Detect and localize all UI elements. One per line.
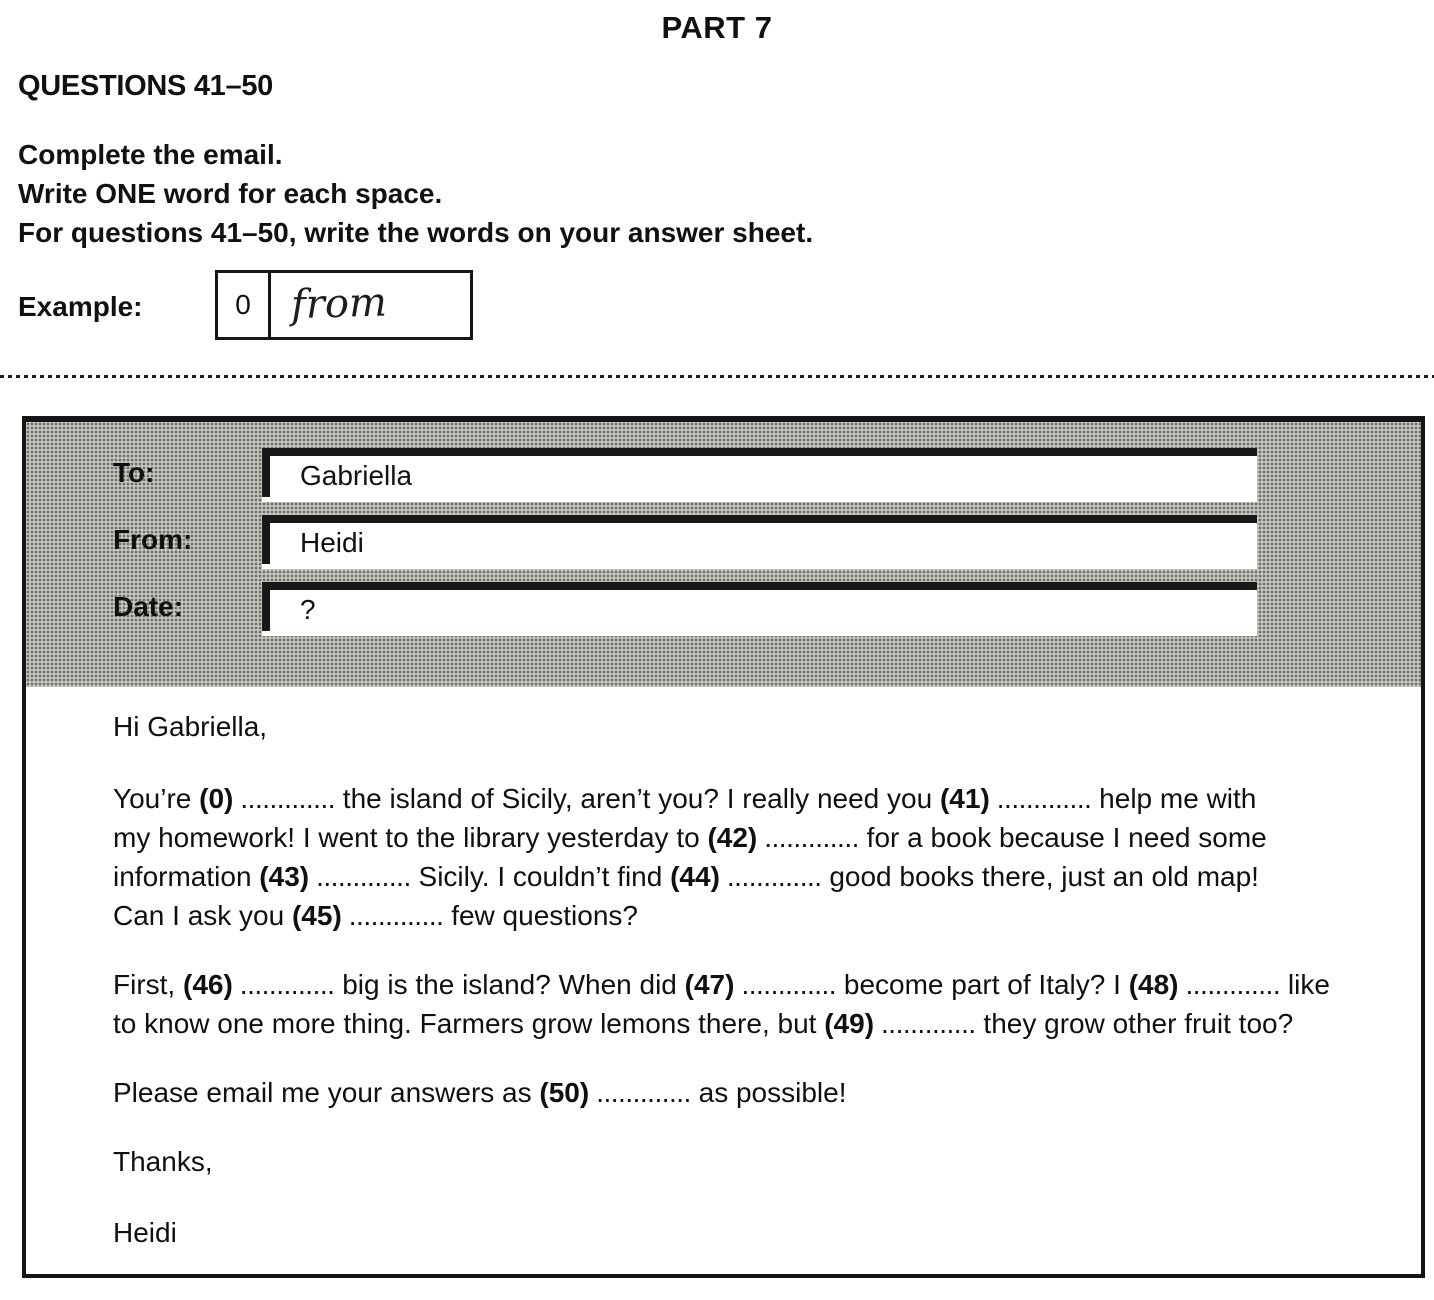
- to-label: To:: [113, 457, 155, 488]
- question-number: (43): [259, 861, 310, 892]
- date-field: ?: [262, 582, 1257, 631]
- answer-gap-dots: .............: [1185, 969, 1281, 1000]
- email-signature: Heidi: [113, 1217, 177, 1248]
- answer-gap-dots: .............: [881, 1008, 976, 1039]
- text-line: Can I ask you (45) ............. few questions?: [113, 900, 638, 931]
- header-row-to: [113, 448, 1421, 502]
- example-box: [215, 270, 473, 340]
- header-row-date: [113, 582, 1421, 636]
- from-label: From:: [113, 524, 193, 555]
- instructions: [18, 135, 813, 252]
- answer-gap-dots: .............: [239, 969, 335, 1000]
- answer-gap-dots: .............: [764, 822, 859, 853]
- answer-gap-dots: .............: [316, 861, 411, 892]
- email-card: [22, 416, 1425, 1278]
- example-label: Example:: [18, 291, 143, 322]
- instruction-line-2: Write ONE word for each space.: [18, 178, 443, 209]
- email-paragraphs: [113, 779, 1361, 1112]
- question-number: (46): [183, 969, 233, 1000]
- instruction-line-3: For questions 41–50, write the words on your answer sheet.: [18, 217, 814, 248]
- answer-gap-dots: .............: [348, 900, 444, 931]
- to-field-wrap: [262, 448, 1257, 502]
- email-closing: Thanks,: [113, 1146, 213, 1177]
- answer-gap-dots: .............: [596, 1077, 691, 1108]
- text-line: First, (46) ............. big is the island? When did (47) ............. become part of Italy? I (48) ............. like: [113, 969, 1330, 1000]
- text-line: information (43) ............. Sicily. I couldn’t find (44) ............. good books there, just an old map!: [113, 861, 1259, 892]
- answer-gap-dots: .............: [996, 783, 1092, 814]
- from-field-wrap: [262, 515, 1257, 569]
- date-field-wrap: [262, 582, 1257, 636]
- questions-heading: QUESTIONS 41–50: [18, 70, 273, 102]
- text-line: to know one more thing. Farmers grow lemons there, but (49) ............. they grow other fruit too?: [113, 1008, 1294, 1039]
- email-greeting: Hi Gabriella,: [113, 711, 268, 742]
- question-number: (50): [539, 1077, 590, 1108]
- question-number: (44): [670, 861, 720, 892]
- answer-gap-dots: .............: [240, 783, 336, 814]
- question-number: (0): [199, 783, 234, 814]
- question-number: (41): [939, 783, 990, 814]
- answer-gap-dots: .............: [741, 969, 837, 1000]
- question-number: (48): [1128, 969, 1179, 1000]
- instruction-line-1: Complete the email.: [18, 139, 283, 170]
- page-title: PART 7: [661, 10, 773, 45]
- text-line: Please email me your answers as (50) ............. as possible!: [113, 1077, 847, 1108]
- from-field: Heidi: [262, 515, 1257, 564]
- question-number: (47): [684, 969, 735, 1000]
- to-field: Gabriella: [262, 448, 1257, 497]
- paragraph-2: [113, 965, 1361, 1043]
- text-line: You’re (0) ............. the island of Sicily, aren’t you? I really need you (41) ............. help me with: [113, 783, 1257, 814]
- header-row-from: [113, 515, 1421, 569]
- question-number: (42): [707, 822, 758, 853]
- example-number-cell: 0: [218, 273, 271, 337]
- answer-gap-dots: .............: [726, 861, 822, 892]
- email-header: [26, 422, 1421, 687]
- question-number: (45): [291, 900, 342, 931]
- paragraph-3: [113, 1073, 1361, 1112]
- question-number: (49): [824, 1008, 875, 1039]
- paragraph-1: [113, 779, 1361, 935]
- date-label: Date:: [113, 591, 184, 622]
- email-body: [26, 687, 1421, 1252]
- dashed-divider: [0, 375, 1434, 378]
- text-line: my homework! I went to the library yesterday to (42) ............. for a book because I need some: [113, 822, 1267, 853]
- example-answer-handwriting: from: [290, 279, 388, 329]
